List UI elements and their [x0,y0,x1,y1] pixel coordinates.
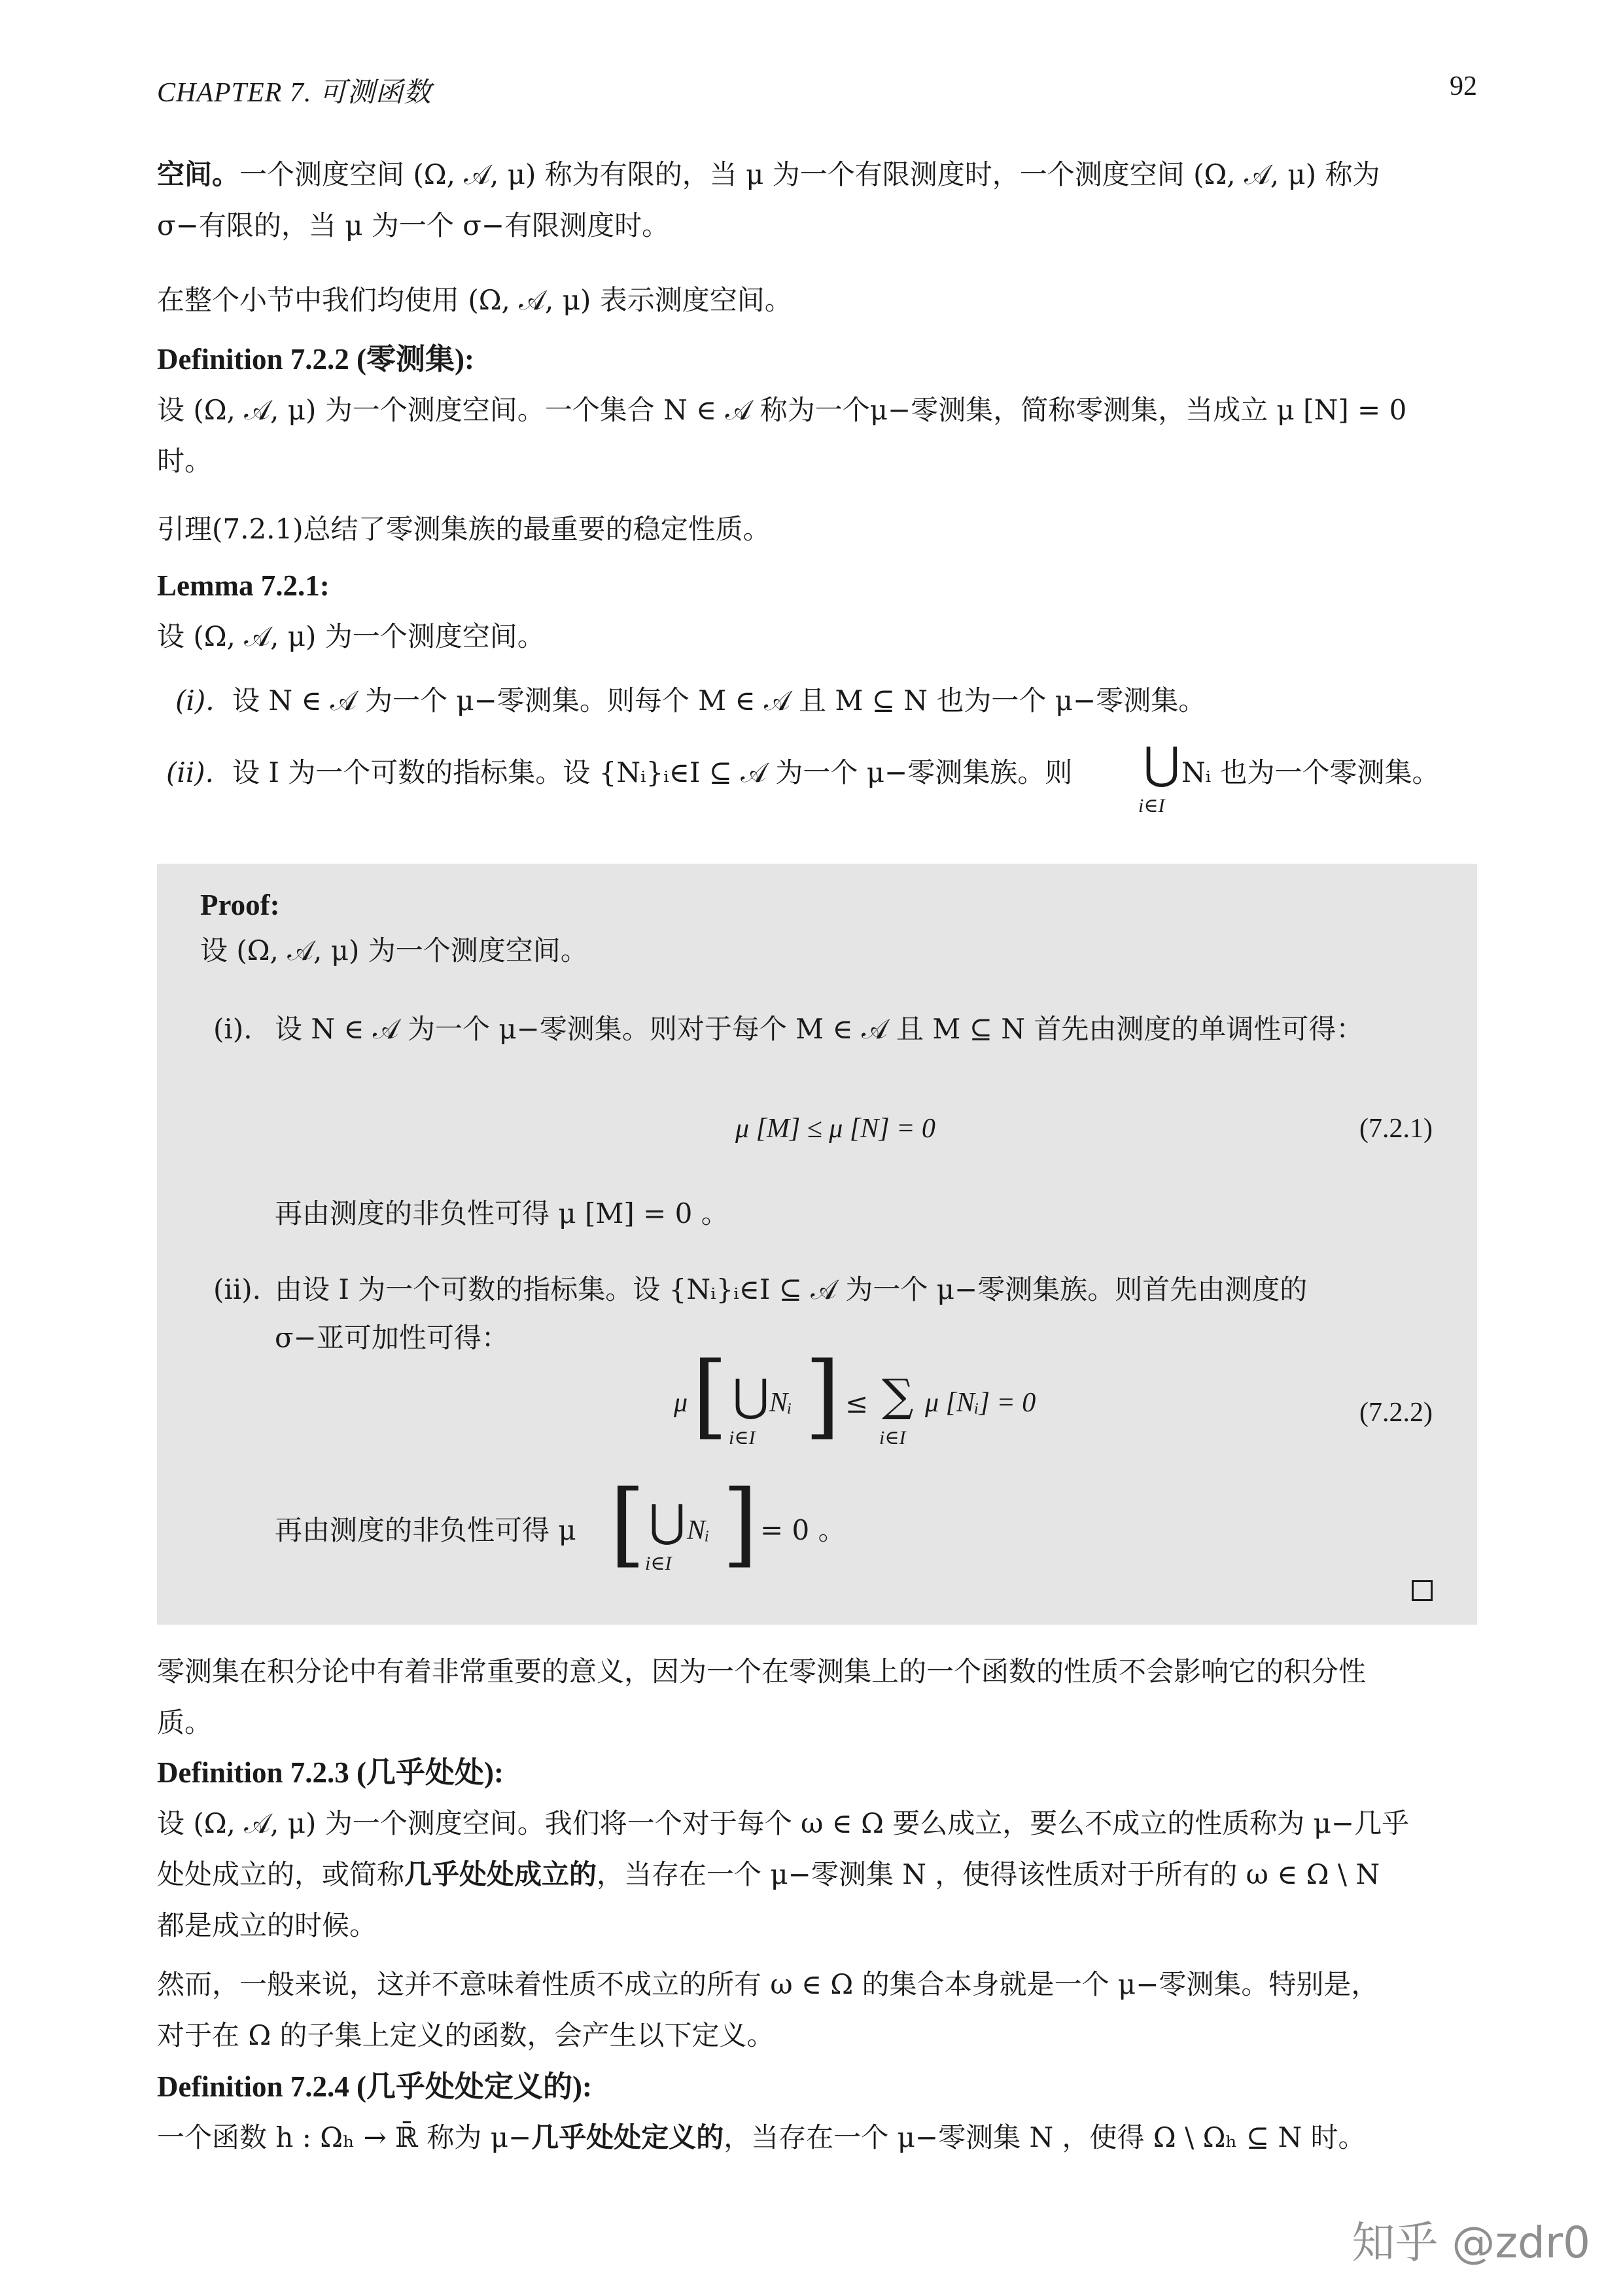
union-symbol: ⋃ [1143,738,1180,790]
lemma-item-2-text: 设 I 为一个可数的指标集。设 {Nᵢ}ᵢ∈I ⊆ 𝒜 为一个 μ−零测集族。则 [232,756,1073,788]
equation-number-7-2-2: (7.2.2) [1359,1398,1433,1428]
definition-line-1: 设 (Ω, 𝒜, μ) 为一个测度空间。我们将一个对于每个 ω ∈ Ω 要么成立，要么不成立的性质称为 μ−几乎 [157,1807,1410,1839]
note4-line-2: 对于在 Ω 的子集上定义的函数，会产生以下定义。 [157,2019,775,2051]
proof-item-1-conclusion: 再由测度的非负性可得 μ [M] = 0 。 [275,1197,729,1229]
eq2-union-symbol: ⋃ [733,1370,769,1422]
lemma-item-2-label: (ii). [166,756,214,788]
proof-box [157,864,1477,1625]
proof-item-1-label: (i). [213,1013,253,1045]
eq2-Ni: Nᵢ [769,1388,792,1418]
definition-line-1b: ，当存在一个 μ−零测集 N ，使得 Ω \ Ωₕ ⊆ N 时。 [724,2121,1366,2153]
qed-square-icon [1412,1580,1433,1601]
definition-bold-term: 几乎处处定义的 [531,2121,724,2153]
lemma-title: Lemma 7.2.1: [157,569,330,602]
eq2-right-bracket: ] [805,1343,841,1449]
eq2-mu: μ [674,1388,688,1418]
conclusion-Ni: Nᵢ [687,1515,710,1545]
lemma-intro: 设 (Ω, 𝒜, μ) 为一个测度空间。 [157,620,545,652]
definition-line-3: 都是成立的时候。 [157,1909,377,1941]
conclusion-text: 再由测度的非负性可得 μ [275,1514,576,1546]
proof-item-2-line-1: 由设 I 为一个可数的指标集。设 {Nᵢ}ᵢ∈I ⊆ 𝒜 为一个 μ−零测集族。则首先由测度的 [275,1273,1308,1305]
intro-paragraph [157,149,1477,251]
almost-everywhere-note [157,1959,1477,2061]
definition-title: Definition 7.2.2 (零测集): [157,343,474,376]
equation-7-2-1: μ [M] ≤ μ [N] = 0 [735,1114,935,1144]
note4-line-1: 然而，一般来说，这并不意味着性质不成立的所有 ω ∈ Ω 的集合本身就是一个 μ−零测集。特别是， [157,1968,1379,2000]
lemma-intro-note: 引理(7.2.1)总结了零测集族的最重要的稳定性质。 [157,513,771,545]
definition-line-2b: ，当存在一个 μ−零测集 N ，使得该性质对于所有的 ω ∈ Ω \ N [597,1858,1380,1890]
definition-7-2-2 [157,334,1477,487]
proof-intro: 设 (Ω, 𝒜, μ) 为一个测度空间。 [200,934,588,966]
intro-line-2: σ−有限的，当 μ 为一个 σ−有限测度时。 [157,209,670,241]
intro-bold-lead: 空间。 [157,158,240,190]
equation-7-2-2 [674,1343,1263,1479]
lemma-item-2-text-end: Nᵢ 也为一个零测集。 [1181,756,1440,788]
proof-title: Proof: [200,889,280,921]
eq2-sum-subscript: i∈I [879,1427,906,1449]
eq2-leq: ≤ [845,1387,869,1419]
definition-bold-term: 几乎处处成立的 [404,1858,597,1890]
eq2-sum-symbol: ∑ [882,1370,914,1422]
intro-line-1: 一个测度空间 (Ω, 𝒜, μ) 称为有限的，当 μ 为一个有限测度时，一个测度空间 (Ω, 𝒜, μ) 称为 [239,158,1380,190]
definition-line-2: 时。 [157,445,213,477]
definition-line-1a: 一个函数 h : Ωₕ → ℝ̄ 称为 μ− [157,2121,532,2153]
union-subscript: i∈I [1138,795,1165,817]
definition-line-2a: 处处成立的，或简称 [157,1858,405,1890]
definition-7-2-3 [157,1747,1477,1951]
eq2-union-subscript: i∈I [729,1427,756,1449]
eq2-right-side: μ [Nᵢ] = 0 [925,1388,1036,1418]
definition-7-2-4 [157,2061,1477,2163]
notation-note: 在整个小节中我们均使用 (Ω, 𝒜, μ) 表示测度空间。 [157,284,792,316]
conclusion-union-subscript: i∈I [645,1553,672,1574]
conclusion-left-bracket: [ [610,1471,646,1578]
zhihu-watermark: 知乎 @zdr0 [1352,2217,1590,2268]
lemma-item-1 [157,675,1477,726]
eq2-left-bracket: [ [692,1343,728,1449]
note3-line-1: 零测集在积分论中有着非常重要的意义，因为一个在零测集上的一个函数的性质不会影响它的积分性 [157,1655,1367,1687]
conclusion-end: = 0 。 [760,1514,846,1546]
equation-number-7-2-1: (7.2.1) [1359,1114,1433,1144]
definition-line-1: 设 (Ω, 𝒜, μ) 为一个测度空间。一个集合 N ∈ 𝒜 称为一个μ−零测集，简称零测集，当成立 μ [N] = 0 [157,394,1407,426]
conclusion-right-bracket: ] [722,1471,758,1578]
proof-item-1-text: 设 N ∈ 𝒜 为一个 μ−零测集。则对于每个 M ∈ 𝒜 且 M ⊆ N 首先由测度的单调性可得： [275,1013,1364,1045]
proof-item-2-label: (ii). [213,1273,261,1305]
proof-item-2-conclusion [275,1471,929,1597]
running-header-chapter: CHAPTER 7. 可测函数 [157,78,432,108]
proof-item-2-line-2: σ−亚可加性可得： [275,1322,509,1354]
page-number: 92 [1450,71,1477,101]
lemma-7-2-1 [157,560,1477,662]
definition-title: Definition 7.2.3 (几乎处处): [157,1756,504,1789]
definition-title: Definition 7.2.4 (几乎处处定义的): [157,2070,592,2103]
conclusion-union-symbol: ⋃ [649,1496,686,1547]
lemma-item-1-text: 设 N ∈ 𝒜 为一个 μ−零测集。则每个 M ∈ 𝒜 且 M ⊆ N 也为一个 μ−零测集。 [232,684,1206,716]
lemma-item-1-label: (i). [175,684,215,716]
note3-line-2: 质。 [157,1706,213,1739]
null-set-importance-note [157,1646,1477,1748]
lemma-item-2 [157,738,1477,826]
